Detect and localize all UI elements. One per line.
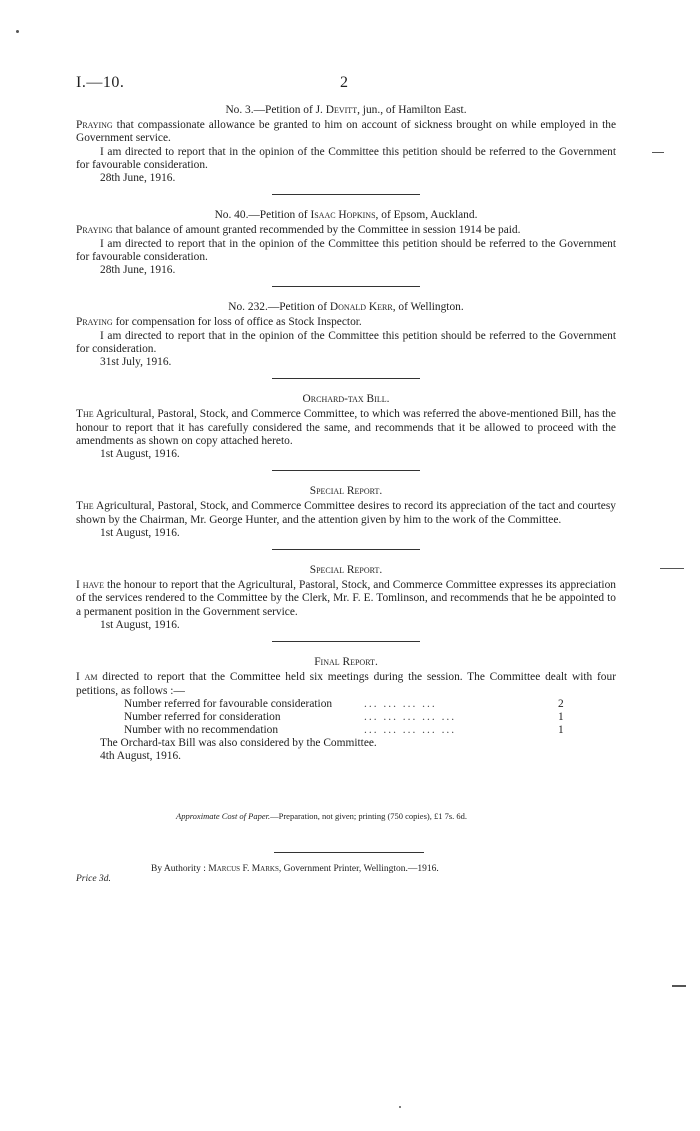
section-divider <box>272 378 420 379</box>
report-date: 28th June, 1916. <box>100 172 176 185</box>
section-divider <box>272 194 420 195</box>
petitioner-name: J. Devitt <box>315 104 358 116</box>
report-date: 1st August, 1916. <box>100 526 180 539</box>
page-header <box>76 74 616 94</box>
petition-section <box>76 209 616 277</box>
scan-speck <box>399 1106 401 1108</box>
petition-title: No. 3.—Petition of J. Devitt, jun., of Hamilton East. <box>225 104 467 116</box>
petition-report: I am directed to report that in the opinion of the Committee this petition should be referred to the Government for consideration. <box>76 329 616 355</box>
section-divider <box>272 470 420 471</box>
special-report-title: Special Report. <box>309 564 383 577</box>
final-report-note: The Orchard-tax Bill was also considered by the Committee. <box>100 737 377 750</box>
report-date: 28th June, 1916. <box>100 264 176 277</box>
petition-title: No. 40.—Petition of Isaac Hopkins, of Epsom, Auckland. <box>214 209 478 222</box>
scan-speck <box>660 568 684 569</box>
leader-dots: ... ... ... ... ... <box>364 724 457 737</box>
orchard-tax-bill-text: The Agricultural, Pastoral, Stock, and Commerce Committee, to which was referred the above-mentioned Bill, has the honour to report that it has carefully considered the same, and recommends that it be allowed to proceed with the amendments as shown on copy attached hereto. <box>76 408 616 447</box>
report-date: 4th August, 1916. <box>100 750 182 763</box>
final-report-text: I am directed to report that the Committee held six meetings during the session. The Committee dealt with four petitions, as follows :— <box>76 671 616 697</box>
list-item: Number referred for consideration ... ... ... ... ... 1 <box>124 710 564 723</box>
footer-divider <box>274 852 424 853</box>
leader-dots: ... ... ... ... ... <box>364 710 457 723</box>
page-number: 2 <box>340 74 348 91</box>
scan-speck <box>672 985 686 987</box>
report-date: 31st July, 1916. <box>100 356 172 369</box>
petition-summary-list <box>76 698 616 738</box>
final-report-title: Final Report. <box>314 656 378 669</box>
petition-prayer: Praying that balance of amount granted recommended by the Committee in session 1914 be paid. <box>76 224 521 237</box>
orchard-tax-bill-title: Orchard-tax Bill. <box>302 393 390 406</box>
section-divider <box>272 549 420 550</box>
special-report-clerk <box>76 564 616 632</box>
petition-section <box>76 104 616 185</box>
petition-report: I am directed to report that in the opinion of the Committee this petition should be referred to the Government for favourable consideration. <box>76 145 616 171</box>
price-label: Price 3d. <box>76 874 111 884</box>
printer-authority: By Authority : Marcus F. Marks, Government Printer, Wellington.—1916. <box>151 864 439 874</box>
petition-title: No. 232.—Petition of Donald Kerr, of Wellington. <box>228 301 464 314</box>
scan-speck <box>652 152 664 153</box>
special-report-title: Special Report. <box>309 485 383 498</box>
leader-dots: ... ... ... ... <box>364 697 437 710</box>
cost-of-paper-note: Approximate Cost of Paper.—Preparation, not given; printing (750 copies), £1 7s. 6d. <box>176 811 468 821</box>
list-item: Number referred for favourable consideration ... ... ... ... 2 <box>124 697 564 710</box>
final-report-section <box>76 656 616 764</box>
section-divider <box>272 286 420 287</box>
petitioner-name: Donald Kerr <box>329 301 393 314</box>
scan-speck <box>16 30 19 33</box>
petition-prayer: Praying for compensation for loss of office as Stock Inspector. <box>76 316 362 329</box>
document-reference: I.—10. <box>76 74 125 91</box>
petition-section <box>76 301 616 369</box>
special-report-text: The Agricultural, Pastoral, Stock, and Commerce Committee desires to record its appreciation of the tact and courtesy shown by the Chairman, Mr. George Hunter, and the attention given by him to the work of the Committee. <box>76 500 616 526</box>
section-divider <box>272 641 420 642</box>
count-value: 2 <box>558 697 564 710</box>
count-value: 1 <box>558 724 564 737</box>
report-date: 1st August, 1916. <box>100 448 180 461</box>
special-report-chairman <box>76 485 616 540</box>
petitioner-name: Isaac Hopkins <box>310 209 376 222</box>
list-item: Number with no recommendation ... ... ... ... ... 1 <box>124 724 564 737</box>
orchard-tax-bill-section <box>76 393 616 461</box>
special-report-text: I have the honour to report that the Agricultural, Pastoral, Stock, and Commerce Committee expresses its appreciation of the services rendered to the Committee by the Clerk, Mr. F. E. Tomlinson, and recommends that he be appointed to a permanent position in the Government service. <box>76 579 616 618</box>
petition-prayer: Praying that compassionate allowance be granted to him on account of sickness brought on while employed in the Government service. <box>76 119 616 145</box>
document-body <box>76 104 616 768</box>
report-date: 1st August, 1916. <box>100 618 180 631</box>
petition-report: I am directed to report that in the opinion of the Committee this petition should be referred to the Government for favourable consideration. <box>76 237 616 263</box>
count-value: 1 <box>558 710 564 723</box>
